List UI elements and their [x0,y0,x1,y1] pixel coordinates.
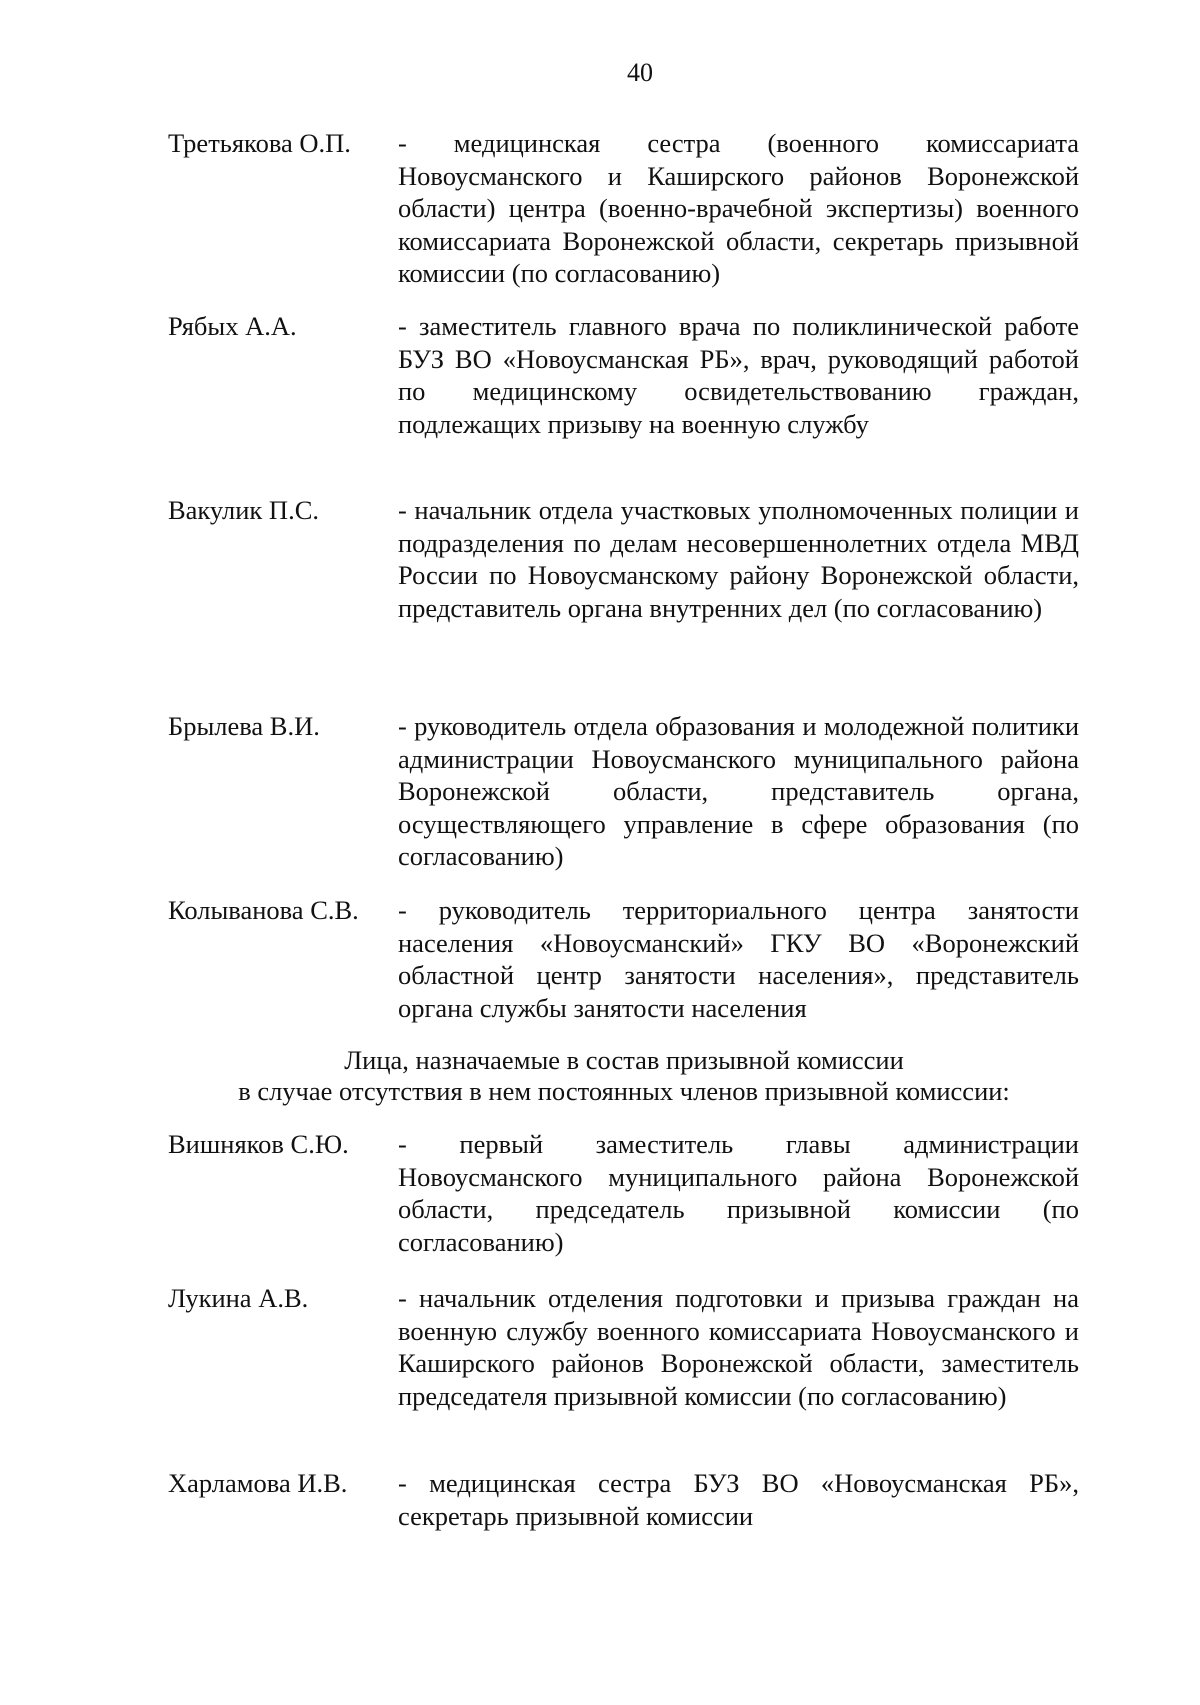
member-description: - медицинская сестра (военного комиссариата Новоусманского и Каширского районов Воронежской области) центра (военно-врачебной экспертизы) военного комиссариата Воронежской области, секретарь призывной комиссии (по согласованию) [398,128,1079,288]
member-name: Лукина А.В. [168,1283,309,1313]
reserve-heading-line2: в случае отсутствия в нем постоянных членов призывной комиссии: [238,1076,1010,1106]
member-name: Брылева В.И. [168,711,320,741]
reserve-member-entry [168,1282,1080,1412]
member-name: Харламова И.В. [168,1468,348,1498]
member-name: Третьякова О.П. [168,128,351,158]
member-name: Вишняков С.Ю. [168,1129,349,1159]
commission-member-entry [168,127,1080,290]
page-number: 40 [627,58,653,87]
member-description: - медицинская сестра БУЗ ВО «Новоусманская РБ», секретарь призывной комиссии [398,1468,1079,1531]
reserve-member-entry [168,1128,1080,1258]
reserve-heading-line1: Лица, назначаемые в состав призывной комиссии [344,1045,904,1075]
member-description: - заместитель главного врача по поликлинической работе БУЗ ВО «Новоусманская РБ», врач, руководящий работой по медицинскому освидетельствованию граждан, подлежащих призыву на военную службу [398,311,1079,439]
reserve-member-entry [168,1467,1080,1532]
member-name: Рябых А.А. [168,311,297,341]
member-description: - начальник отделения подготовки и призыва граждан на военную службу военного комиссариата Новоусманского и Каширского районов Воронежской области, заместитель председателя призывной комиссии (по согласованию) [398,1283,1079,1411]
member-name: Колыванова С.В. [168,895,359,925]
member-name: Вакулик П.С. [168,495,319,525]
commission-member-entry [168,494,1080,624]
reserve-section-heading [168,1045,1080,1107]
member-description: - руководитель территориального центра занятости населения «Новоусманский» ГКУ ВО «Воронежский областной центр занятости населения», представитель органа службы занятости населения [398,895,1079,1023]
commission-member-entry [168,710,1080,873]
commission-member-entry [168,310,1080,440]
member-description: - начальник отдела участковых уполномоченных полиции и подразделения по делам несовершеннолетних отдела МВД России по Новоусманскому району Воронежской области, представитель органа внутренних дел (по согласованию) [398,495,1079,623]
member-description: - первый заместитель главы администрации Новоусманского муниципального района Воронежской области, председатель призывной комиссии (по согласованию) [398,1129,1079,1257]
commission-member-entry [168,894,1080,1024]
member-description: - руководитель отдела образования и молодежной политики администрации Новоусманского муниципального района Воронежской области, представитель органа, осуществляющего управление в сфере образования (по согласованию) [398,711,1079,871]
